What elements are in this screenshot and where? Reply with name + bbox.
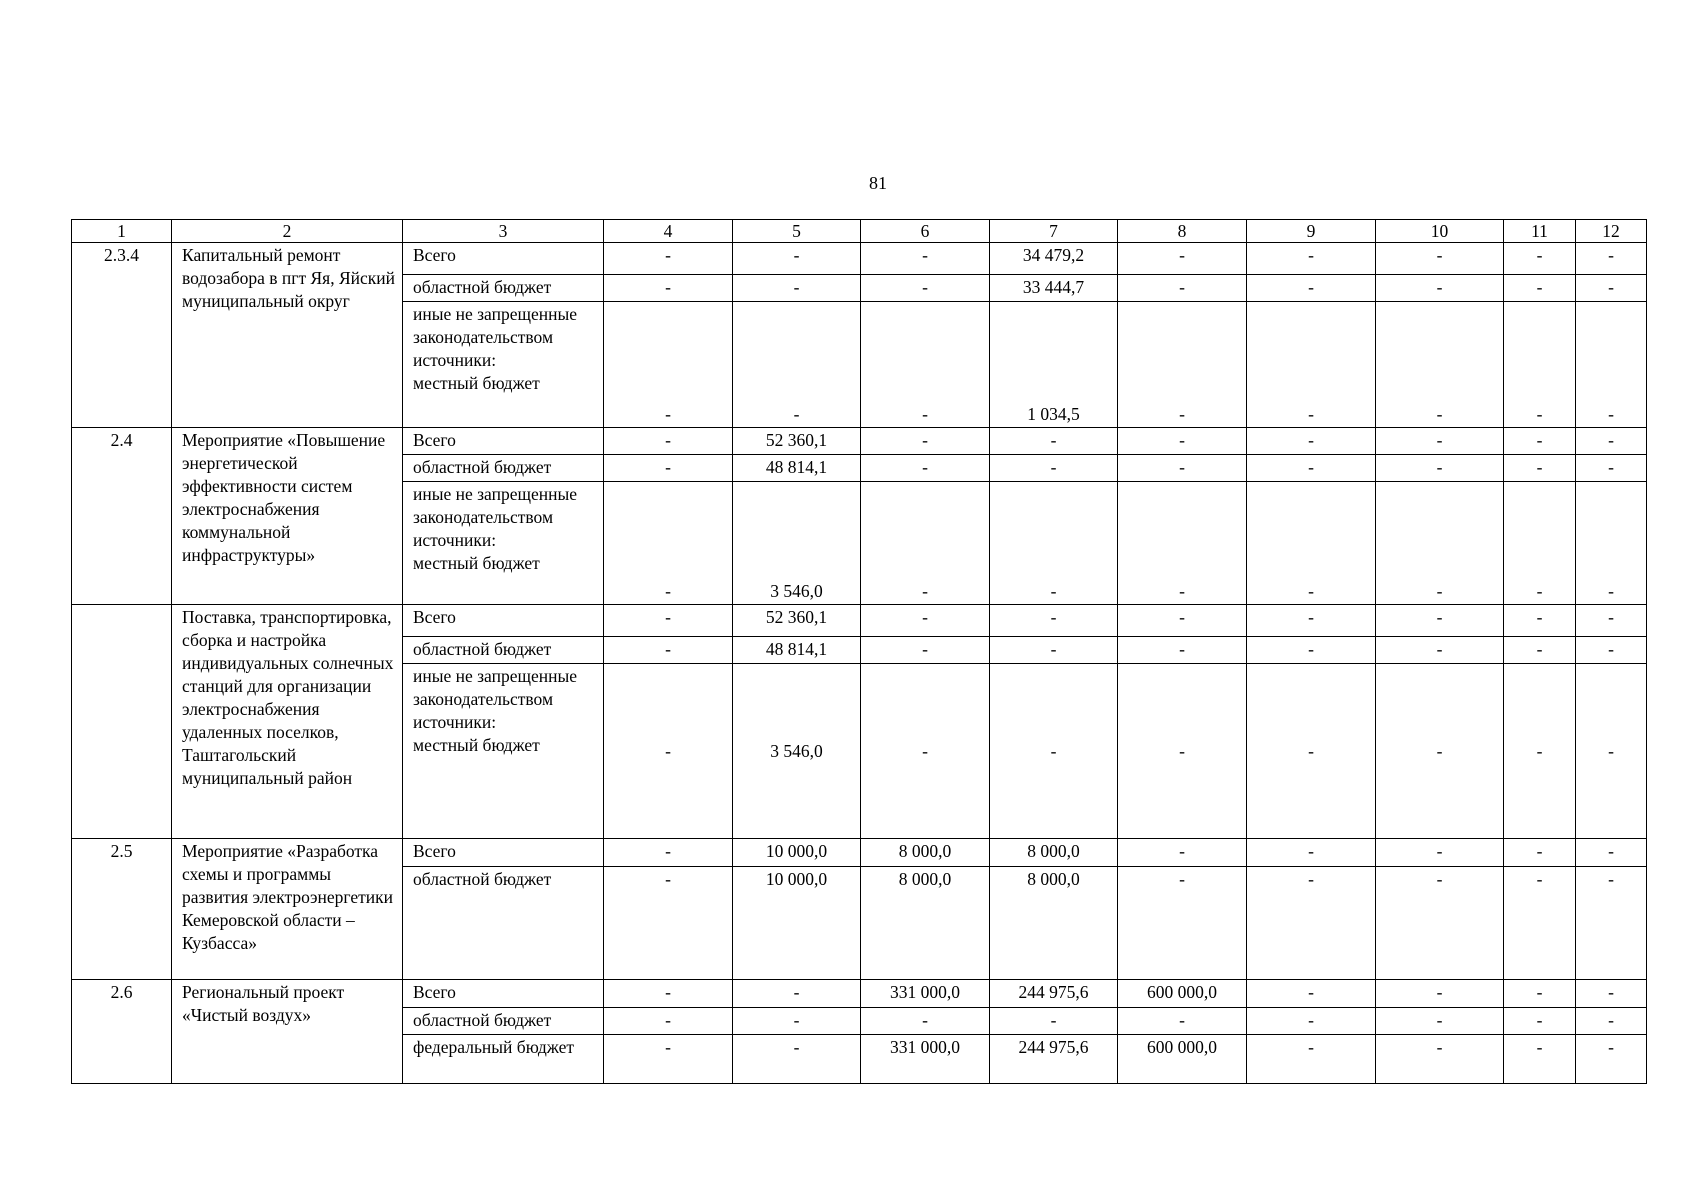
- value-cell: -: [990, 605, 1118, 637]
- source-label: Всего: [403, 428, 604, 455]
- header-cell: 11: [1504, 220, 1576, 243]
- table-row: [72, 980, 1647, 1008]
- value-cell: -: [861, 1008, 990, 1035]
- value-cell: -: [604, 867, 733, 980]
- value-cell: -: [861, 428, 990, 455]
- header-cell: 8: [1118, 220, 1247, 243]
- row-name: Поставка, транспортировка, сборка и настройка индивидуальных солнечных станций для организации электроснабжения удаленных поселков, Таштагольский муниципальный район: [172, 605, 403, 839]
- value-cell: -: [990, 664, 1118, 839]
- value-cell: -: [1504, 455, 1576, 482]
- value-cell: 52 360,1: [733, 428, 861, 455]
- value-cell: 10 000,0: [733, 839, 861, 867]
- value-cell: 48 814,1: [733, 637, 861, 664]
- value-cell: -: [1247, 637, 1376, 664]
- value-cell: -: [1576, 243, 1647, 275]
- value-cell: -: [1247, 605, 1376, 637]
- value-cell: -: [733, 1035, 861, 1084]
- value-cell: 600 000,0: [1118, 980, 1247, 1008]
- value-cell: -: [990, 428, 1118, 455]
- value-cell: -: [1247, 980, 1376, 1008]
- source-label: Всего: [403, 839, 604, 867]
- value-cell: -: [1247, 275, 1376, 302]
- value-cell: 33 444,7: [990, 275, 1118, 302]
- source-label: областной бюджет: [403, 455, 604, 482]
- value-cell: -: [861, 275, 990, 302]
- row-number: [72, 605, 172, 839]
- header-cell: 4: [604, 220, 733, 243]
- budget-table: [71, 219, 1647, 1084]
- row-number: 2.6: [72, 980, 172, 1084]
- value-cell: -: [1118, 428, 1247, 455]
- value-cell: -: [604, 455, 733, 482]
- value-cell: -: [604, 275, 733, 302]
- table-row: [72, 243, 1647, 275]
- value-cell: -: [1118, 605, 1247, 637]
- value-cell: -: [1504, 1008, 1576, 1035]
- value-cell: -: [1118, 637, 1247, 664]
- value-cell: -: [604, 1008, 733, 1035]
- source-label: Всего: [403, 243, 604, 275]
- value-cell: -: [861, 664, 990, 839]
- value-cell: -: [604, 302, 733, 428]
- value-cell: -: [1576, 605, 1647, 637]
- value-cell: -: [1247, 428, 1376, 455]
- value-cell: -: [1118, 243, 1247, 275]
- value-cell: 1 034,5: [990, 302, 1118, 428]
- other-sources-label: иные не запрещенные законодательством источники:: [413, 484, 577, 550]
- value-cell: -: [1118, 302, 1247, 428]
- value-cell: -: [1376, 302, 1504, 428]
- page-number: 81: [869, 173, 887, 193]
- row-number: 2.5: [72, 839, 172, 980]
- value-cell: -: [604, 839, 733, 867]
- row-name: Капитальный ремонт водозабора в пгт Яя, Яйский муниципальный округ: [172, 243, 403, 428]
- value-cell: -: [1576, 637, 1647, 664]
- value-cell: 8 000,0: [861, 839, 990, 867]
- value-cell: -: [1376, 1035, 1504, 1084]
- value-cell: 600 000,0: [1118, 1035, 1247, 1084]
- value-cell: -: [1376, 275, 1504, 302]
- value-cell: -: [733, 275, 861, 302]
- source-label: федеральный бюджет: [403, 1035, 604, 1084]
- value-cell: -: [1376, 482, 1504, 605]
- value-cell: -: [861, 637, 990, 664]
- value-cell: -: [1247, 867, 1376, 980]
- value-cell: -: [1376, 605, 1504, 637]
- value-cell: -: [1576, 455, 1647, 482]
- value-cell: 331 000,0: [861, 1035, 990, 1084]
- value-cell: -: [1504, 302, 1576, 428]
- row-number: 2.3.4: [72, 243, 172, 428]
- value-cell: 10 000,0: [733, 867, 861, 980]
- value-cell: 8 000,0: [990, 867, 1118, 980]
- value-cell: -: [1504, 482, 1576, 605]
- value-cell: -: [990, 455, 1118, 482]
- value-cell: -: [1118, 275, 1247, 302]
- value-cell: -: [604, 664, 733, 839]
- value-cell: -: [861, 605, 990, 637]
- value-cell: -: [604, 243, 733, 275]
- value-cell: 8 000,0: [861, 867, 990, 980]
- value-cell: -: [1247, 1035, 1376, 1084]
- value-cell: -: [1118, 839, 1247, 867]
- value-cell: -: [1504, 243, 1576, 275]
- value-cell: -: [990, 1008, 1118, 1035]
- value-cell: -: [604, 637, 733, 664]
- header-cell: 6: [861, 220, 990, 243]
- value-cell: -: [1576, 839, 1647, 867]
- value-cell: -: [1504, 1035, 1576, 1084]
- header-cell: 5: [733, 220, 861, 243]
- value-cell: -: [1576, 980, 1647, 1008]
- value-cell: 3 546,0: [733, 482, 861, 605]
- value-cell: -: [861, 243, 990, 275]
- value-cell: -: [1376, 1008, 1504, 1035]
- value-cell: -: [733, 243, 861, 275]
- value-cell: -: [1576, 428, 1647, 455]
- value-cell: -: [1118, 455, 1247, 482]
- value-cell: -: [1576, 1035, 1647, 1084]
- source-label: областной бюджет: [403, 1008, 604, 1035]
- value-cell: 34 479,2: [990, 243, 1118, 275]
- value-cell: -: [733, 980, 861, 1008]
- value-cell: -: [1376, 637, 1504, 664]
- value-cell: 244 975,6: [990, 1035, 1118, 1084]
- value-cell: -: [1504, 637, 1576, 664]
- value-cell: -: [1376, 428, 1504, 455]
- value-cell: -: [1376, 867, 1504, 980]
- source-label: областной бюджет: [403, 275, 604, 302]
- value-cell: -: [1376, 664, 1504, 839]
- value-cell: -: [604, 428, 733, 455]
- row-name: Региональный проект «Чистый воздух»: [172, 980, 403, 1084]
- value-cell: -: [1504, 275, 1576, 302]
- local-budget-label: местный бюджет: [413, 553, 540, 573]
- value-cell: 52 360,1: [733, 605, 861, 637]
- value-cell: -: [1504, 605, 1576, 637]
- source-label: Всего: [403, 605, 604, 637]
- value-cell: -: [733, 302, 861, 428]
- source-label: [403, 302, 604, 428]
- value-cell: -: [990, 637, 1118, 664]
- header-cell: 7: [990, 220, 1118, 243]
- value-cell: 3 546,0: [733, 664, 861, 839]
- value-cell: -: [1504, 980, 1576, 1008]
- header-cell: 3: [403, 220, 604, 243]
- value-cell: -: [1376, 455, 1504, 482]
- value-cell: -: [1576, 867, 1647, 980]
- value-cell: -: [1376, 980, 1504, 1008]
- value-cell: -: [1118, 664, 1247, 839]
- local-budget-label: местный бюджет: [413, 735, 540, 755]
- value-cell: -: [861, 455, 990, 482]
- value-cell: -: [1376, 243, 1504, 275]
- value-cell: -: [604, 980, 733, 1008]
- value-cell: 244 975,6: [990, 980, 1118, 1008]
- source-label: областной бюджет: [403, 867, 604, 980]
- other-sources-label: иные не запрещенные законодательством источники:: [413, 304, 577, 370]
- value-cell: -: [733, 1008, 861, 1035]
- header-cell: 12: [1576, 220, 1647, 243]
- source-label: Всего: [403, 980, 604, 1008]
- value-cell: -: [1576, 1008, 1647, 1035]
- value-cell: -: [861, 302, 990, 428]
- value-cell: -: [1504, 867, 1576, 980]
- value-cell: -: [1247, 1008, 1376, 1035]
- value-cell: -: [990, 482, 1118, 605]
- table-row: [72, 839, 1647, 867]
- value-cell: 331 000,0: [861, 980, 990, 1008]
- header-cell: 1: [72, 220, 172, 243]
- value-cell: -: [1247, 839, 1376, 867]
- row-number: 2.4: [72, 428, 172, 605]
- value-cell: -: [1504, 664, 1576, 839]
- value-cell: -: [1247, 664, 1376, 839]
- value-cell: -: [1576, 664, 1647, 839]
- value-cell: -: [604, 605, 733, 637]
- table-row: [72, 428, 1647, 455]
- value-cell: -: [1576, 482, 1647, 605]
- local-budget-label: местный бюджет: [413, 373, 540, 393]
- value-cell: -: [1118, 867, 1247, 980]
- value-cell: -: [604, 1035, 733, 1084]
- value-cell: -: [1376, 839, 1504, 867]
- source-label: [403, 482, 604, 605]
- source-label: [403, 664, 604, 839]
- value-cell: 48 814,1: [733, 455, 861, 482]
- other-sources-label: иные не запрещенные законодательством источники:: [413, 666, 577, 732]
- value-cell: -: [1118, 482, 1247, 605]
- table-row: [72, 605, 1647, 637]
- row-name: Мероприятие «Разработка схемы и программы развития электроэнергетики Кемеровской области – Кузбасса»: [172, 839, 403, 980]
- value-cell: -: [1504, 428, 1576, 455]
- table-header-row: [72, 220, 1647, 243]
- header-cell: 10: [1376, 220, 1504, 243]
- value-cell: -: [1247, 482, 1376, 605]
- value-cell: -: [861, 482, 990, 605]
- value-cell: 8 000,0: [990, 839, 1118, 867]
- value-cell: -: [1247, 455, 1376, 482]
- header-cell: 2: [172, 220, 403, 243]
- value-cell: -: [1576, 302, 1647, 428]
- value-cell: -: [1247, 243, 1376, 275]
- value-cell: -: [1118, 1008, 1247, 1035]
- header-cell: 9: [1247, 220, 1376, 243]
- value-cell: -: [1576, 275, 1647, 302]
- source-label: областной бюджет: [403, 637, 604, 664]
- value-cell: -: [1504, 839, 1576, 867]
- row-name: Мероприятие «Повышение энергетической эффективности систем электроснабжения коммунальной инфраструктуры»: [172, 428, 403, 605]
- value-cell: -: [604, 482, 733, 605]
- value-cell: -: [1247, 302, 1376, 428]
